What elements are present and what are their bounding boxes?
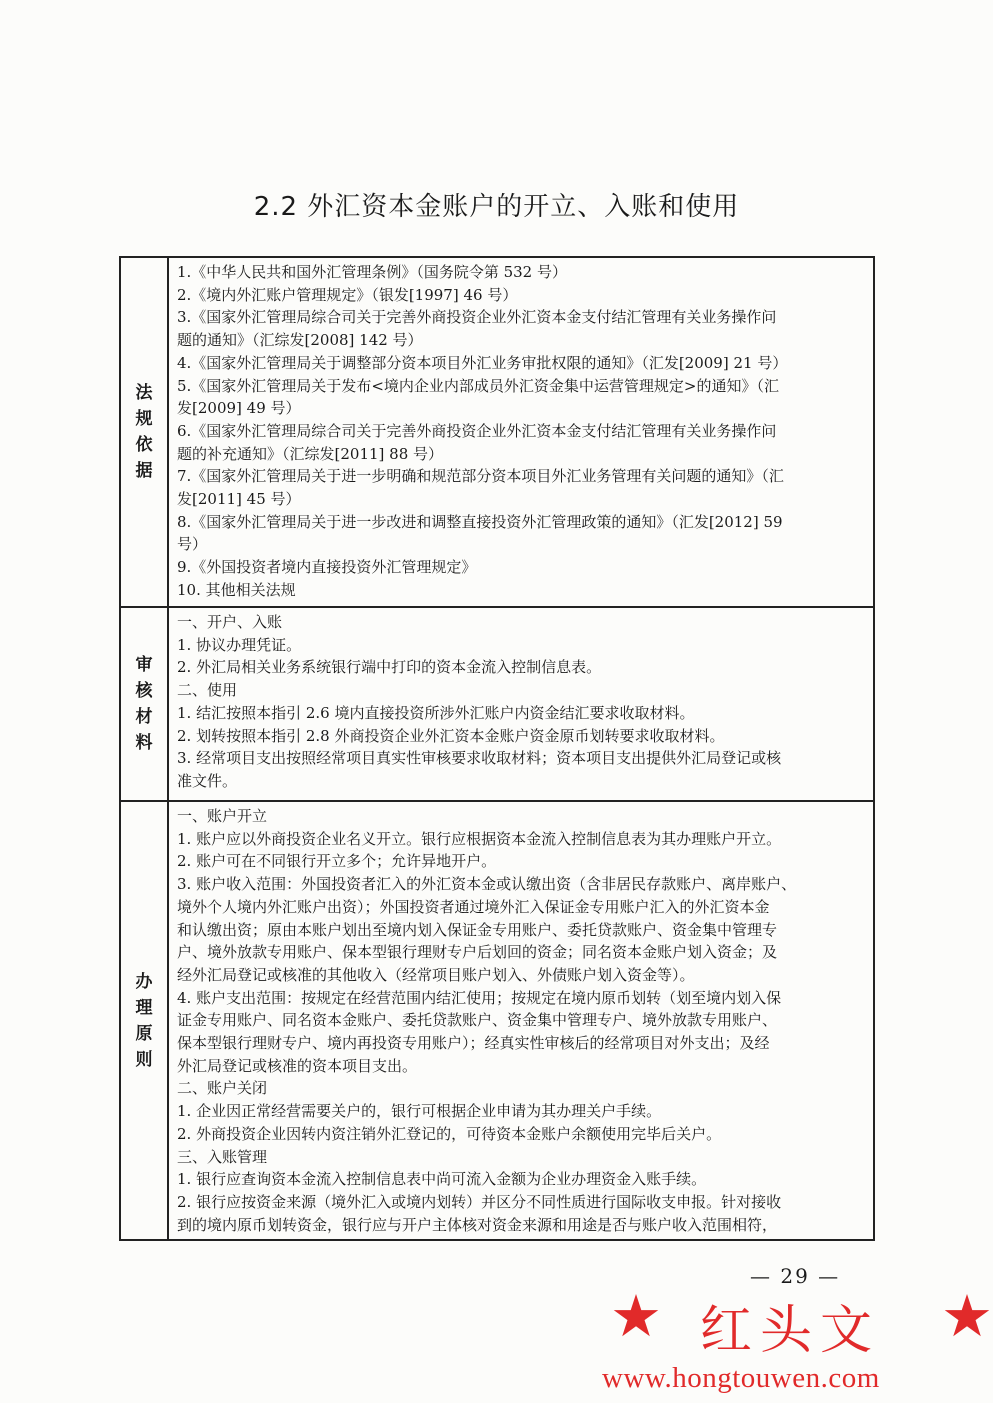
text-line: 8.《国家外汇管理局关于进一步改进和调整直接投资外汇管理政策的通知》（汇发[2012] 59 [177, 512, 783, 531]
label-char: 规 [135, 409, 153, 429]
text-line: 4. 账户支出范围：按规定在经营范围内结汇使用；按规定在境内原币划转（划至境内划入保 [177, 988, 782, 1007]
table-row-audit-materials [120, 607, 874, 801]
label-char: 理 [135, 997, 153, 1018]
text-line: 发[2011] 45 号） [177, 490, 301, 509]
text-line: 到的境内原币划转资金，银行应与开户主体核对资金来源和用途是否与账户收入范围相符， [177, 1215, 778, 1234]
text-line: 2. 外汇局相关业务系统银行端中打印的资本金流入控制信息表。 [177, 658, 602, 677]
text-line: 证金专用账户、同名资本金账户、委托贷款账户、资金集中管理专户、境外放款专用账户、 [177, 1011, 778, 1030]
text-line: 1. 结汇按照本指引 2.6 境内直接投资所涉外汇账户内资金结汇要求收取材料。 [177, 703, 695, 722]
text-line: 1. 账户应以外商投资企业名义开立。银行应根据资本金流入控制信息表为其办理账户开立。 [177, 829, 782, 848]
label-char: 据 [135, 461, 153, 481]
star-icon: ★ [941, 1282, 993, 1350]
text-line: 2. 账户可在不同银行开立多个；允许异地开户。 [177, 852, 497, 871]
text-line: 二、使用 [177, 681, 238, 700]
text-line: 2.《境内外汇账户管理规定》（银发[1997] 46 号） [177, 285, 518, 304]
text-line: 1.《中华人民共和国外汇管理条例》（国务院令第 532 号） [177, 263, 567, 281]
text-line: 3. 账户收入范围：外国投资者汇入的外汇资本金或认缴出资（含非居民存款账户、离岸账户、 [177, 875, 797, 894]
label-char: 审 [135, 655, 153, 675]
text-line: 3. 经常项目支出按照经常项目真实性审核要求收取材料；资本项目支出提供外汇局登记或核 [177, 749, 782, 768]
text-line: 10. 其他相关法规 [177, 580, 296, 599]
text-line: 1. 企业因正常经营需要关户的，银行可根据企业申请为其办理关户手续。 [177, 1102, 662, 1121]
table-row-handling-principles [120, 801, 874, 1240]
text-line: 二、账户关闭 [177, 1079, 268, 1098]
text-line: 和认缴出资；原由本账户划出至境内划入保证金专用账户、委托贷款账户、资金集中管理专 [177, 920, 778, 939]
text-line: 发[2009] 49 号） [177, 399, 301, 418]
star-icon: ★ [610, 1282, 662, 1350]
label-char: 则 [135, 1049, 153, 1070]
text-line: 2. 银行应按资金来源（境外汇入或境内划转）并区分不同性质进行国际收支申报。针对接收 [177, 1192, 782, 1211]
text-line: 户、境外放款专用账户、保本型银行理财专户后划回的资金；同名资本金账户划入资金；及 [177, 943, 778, 962]
text-line: 9.《外国投资者境内直接投资外汇管理规定》 [177, 558, 477, 577]
page-title: 2.2 外汇资本金账户的开立、入账和使用 [253, 192, 740, 222]
text-line: 外汇局登记或核准的资本项目支出。 [177, 1056, 418, 1075]
row-content-legal-basis [168, 257, 874, 607]
label-char: 办 [135, 971, 153, 992]
row-label-handling-principles [120, 801, 168, 1240]
label-char: 法 [135, 383, 153, 403]
watermark-text: 红头文 [700, 1301, 881, 1361]
label-char: 核 [135, 681, 153, 701]
text-line: 准文件。 [177, 771, 238, 790]
watermark [602, 1282, 993, 1403]
watermark-url: www.hongtouwen.com [602, 1362, 880, 1394]
text-line: 题的通知》（汇综发[2008] 142 号） [177, 331, 423, 350]
text-line: 6.《国家外汇管理局综合司关于完善外商投资企业外汇资本金支付结汇管理有关业务操作问 [177, 421, 777, 440]
row-content-audit-materials [168, 607, 874, 801]
regulation-table [119, 256, 875, 1241]
text-line: 一、开户、入账 [177, 613, 283, 631]
text-line: 2. 外商投资企业因转内资注销外汇登记的，可待资本金账户余额使用完毕后关户。 [177, 1124, 722, 1143]
text-line: 经外汇局登记或核准的其他收入（经常项目账户划入、外债账户划入资金等）。 [177, 965, 695, 984]
text-line: 境外个人境内外汇账户出资）；外国投资者通过境外汇入保证金专用账户汇入的外汇资本金 [177, 897, 770, 916]
label-char: 原 [135, 1023, 153, 1044]
text-line: 4.《国家外汇管理局关于调整部分资本项目外汇业务审批权限的通知》（汇发[2009] 21 号） [177, 353, 788, 372]
row-label-legal-basis [120, 257, 168, 607]
label-char: 材 [135, 707, 153, 727]
text-line: 一、账户开立 [177, 807, 268, 825]
label-char: 依 [135, 435, 153, 455]
text-line: 2. 划转按照本指引 2.8 外商投资企业外汇资本金账户资金原币划转要求收取材料。 [177, 726, 725, 745]
row-content-handling-principles [168, 801, 874, 1240]
text-line: 3.《国家外汇管理局综合司关于完善外商投资企业外汇资本金支付结汇管理有关业务操作问 [177, 308, 777, 327]
text-line: 三、入账管理 [177, 1147, 268, 1166]
text-line: 7.《国家外汇管理局关于进一步明确和规范部分资本项目外汇业务管理有关问题的通知》（汇 [177, 467, 784, 486]
label-char: 料 [135, 733, 153, 753]
text-line: 1. 协议办理凭证。 [177, 635, 302, 654]
page-number: — 29 — [750, 1264, 841, 1288]
row-label-audit-materials [120, 607, 168, 801]
text-line: 1. 银行应查询资本金流入控制信息表中尚可流入金额为企业办理资金入账手续。 [177, 1170, 707, 1189]
text-line: 号） [177, 535, 208, 554]
text-line: 题的补充通知》（汇综发[2011] 88 号） [177, 444, 444, 463]
text-line: 保本型银行理财专户、境内再投资专用账户）；经真实性审核后的经常项目对外支出；及经 [177, 1034, 770, 1053]
table-row-legal-basis [120, 257, 874, 607]
text-line: 5.《国家外汇管理局关于发布<境内企业内部成员外汇资金集中运营管理规定>的通知》（汇 [177, 376, 779, 395]
